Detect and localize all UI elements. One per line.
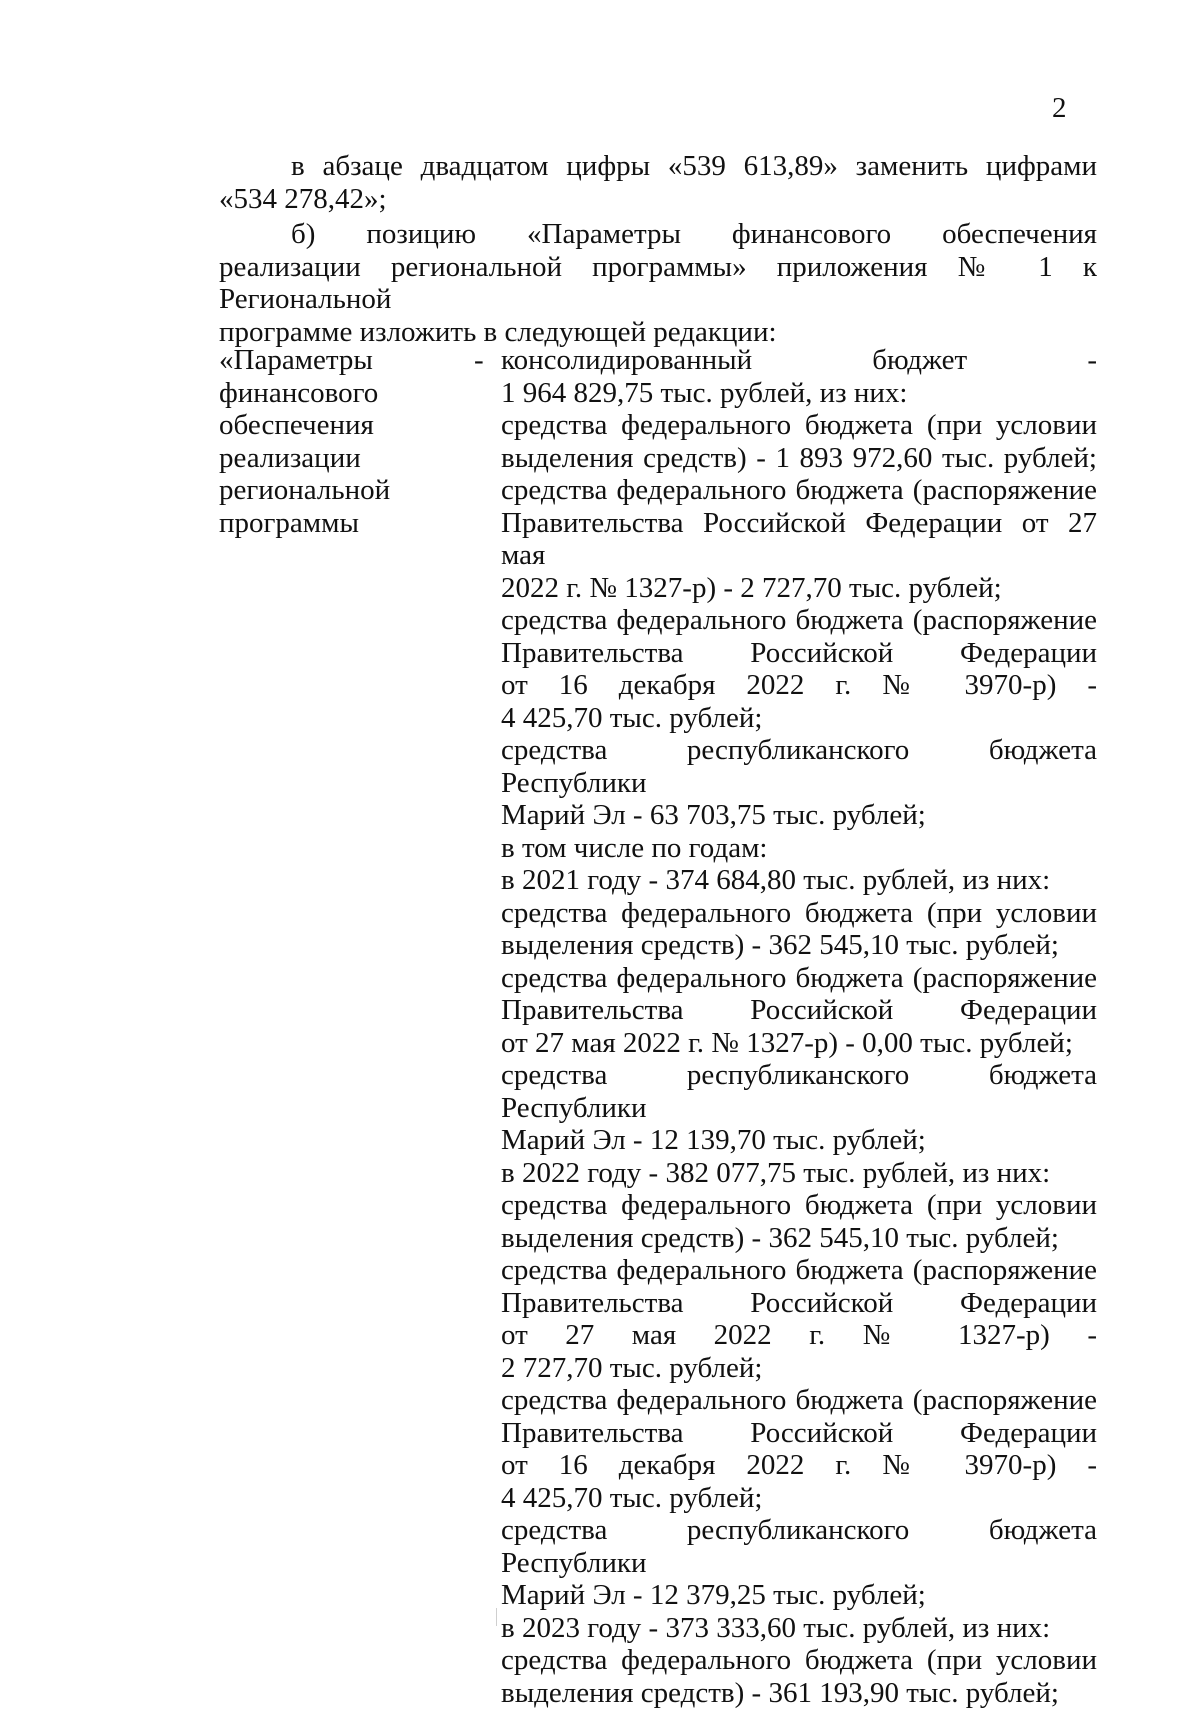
content-line: средства республиканского бюджета Республики: [501, 1514, 1097, 1579]
content-line: выделения средств) - 362 545,10 тыс. рублей;: [501, 929, 1097, 962]
paragraph-line: «534 278,42»;: [219, 183, 1097, 216]
content-line: средства федерального бюджета (распоряжение: [501, 604, 1097, 637]
content-line: средства республиканского бюджета Республики: [501, 734, 1097, 799]
content-line: средства федерального бюджета (распоряжение: [501, 474, 1097, 507]
content-line: Марий Эл - 63 703,75 тыс. рублей;: [501, 799, 1097, 832]
content-line: выделения средств) - 361 193,90 тыс. рублей;: [501, 1677, 1097, 1709]
content-line: Правительства Российской Федерации от 27 мая: [501, 507, 1097, 572]
content-line: средства федерального бюджета (при условии: [501, 1644, 1097, 1677]
content-line: средства федерального бюджета (при условии: [501, 1189, 1097, 1222]
content-line: средства федерального бюджета (распоряжение: [501, 1254, 1097, 1287]
content-line: 2022 г. № 1327-р) - 2 727,70 тыс. рублей;: [501, 572, 1097, 605]
position-label: [219, 344, 419, 539]
position-separator-dash: -: [474, 344, 484, 377]
content-line: средства федерального бюджета (при условии: [501, 409, 1097, 442]
label-line: финансового: [219, 377, 419, 410]
content-line: в 2021 году - 374 684,80 тыс. рублей, из них:: [501, 864, 1097, 897]
content-line: средства федерального бюджета (при условии: [501, 897, 1097, 930]
content-line: Правительства Российской Федерации: [501, 1287, 1097, 1320]
content-line: Правительства Российской Федерации: [501, 1417, 1097, 1450]
label-line: программы: [219, 507, 419, 540]
content-line: средства федерального бюджета (распоряжение: [501, 962, 1097, 995]
content-line: Марий Эл - 12 139,70 тыс. рублей;: [501, 1124, 1097, 1157]
paragraph-line: б) позицию «Параметры финансового обеспечения: [219, 218, 1097, 251]
content-line: 1 964 829,75 тыс. рублей, из них:: [501, 377, 1097, 410]
paragraph-line: реализации региональной программы» приложения № 1 к Региональной: [219, 251, 1097, 316]
paragraph-amendment-b: [219, 218, 1097, 348]
content-line: в том числе по годам:: [501, 832, 1097, 865]
content-line: от 27 мая 2022 г. № 1327-р) -: [501, 1319, 1097, 1352]
position-content: [501, 344, 1097, 1709]
content-line: Правительства Российской Федерации: [501, 637, 1097, 670]
content-line: Правительства Российской Федерации: [501, 994, 1097, 1027]
content-line: Марий Эл - 12 379,25 тыс. рублей;: [501, 1579, 1097, 1612]
content-line: средства республиканского бюджета Республики: [501, 1059, 1097, 1124]
content-line: от 16 декабря 2022 г. № 3970-р) -: [501, 1449, 1097, 1482]
content-line: в 2023 году - 373 333,60 тыс. рублей, из них:: [501, 1612, 1097, 1645]
content-line: 2 727,70 тыс. рублей;: [501, 1352, 1097, 1385]
content-line: консолидированный бюджет -: [501, 344, 1097, 377]
content-line: средства федерального бюджета (распоряжение: [501, 1384, 1097, 1417]
label-line: обеспечения: [219, 409, 419, 442]
content-line: 4 425,70 тыс. рублей;: [501, 1482, 1097, 1515]
label-line: региональной: [219, 474, 419, 507]
scan-artifact-mark: [496, 1608, 497, 1626]
content-line: от 16 декабря 2022 г. № 3970-р) -: [501, 669, 1097, 702]
content-line: от 27 мая 2022 г. № 1327-р) - 0,00 тыс. рублей;: [501, 1027, 1097, 1060]
paragraph-line: в абзаце двадцатом цифры «539 613,89» заменить цифрами: [219, 150, 1097, 183]
content-line: выделения средств) - 1 893 972,60 тыс. рублей;: [501, 442, 1097, 475]
content-line: в 2022 году - 382 077,75 тыс. рублей, из них:: [501, 1157, 1097, 1190]
page-number: 2: [1052, 92, 1067, 124]
label-line: реализации: [219, 442, 419, 475]
paragraph-line: программе изложить в следующей редакции:: [219, 316, 1097, 349]
label-line: «Параметры: [219, 344, 419, 377]
content-line: 4 425,70 тыс. рублей;: [501, 702, 1097, 735]
content-line: выделения средств) - 362 545,10 тыс. рублей;: [501, 1222, 1097, 1255]
paragraph-amendment-a: [219, 150, 1097, 215]
